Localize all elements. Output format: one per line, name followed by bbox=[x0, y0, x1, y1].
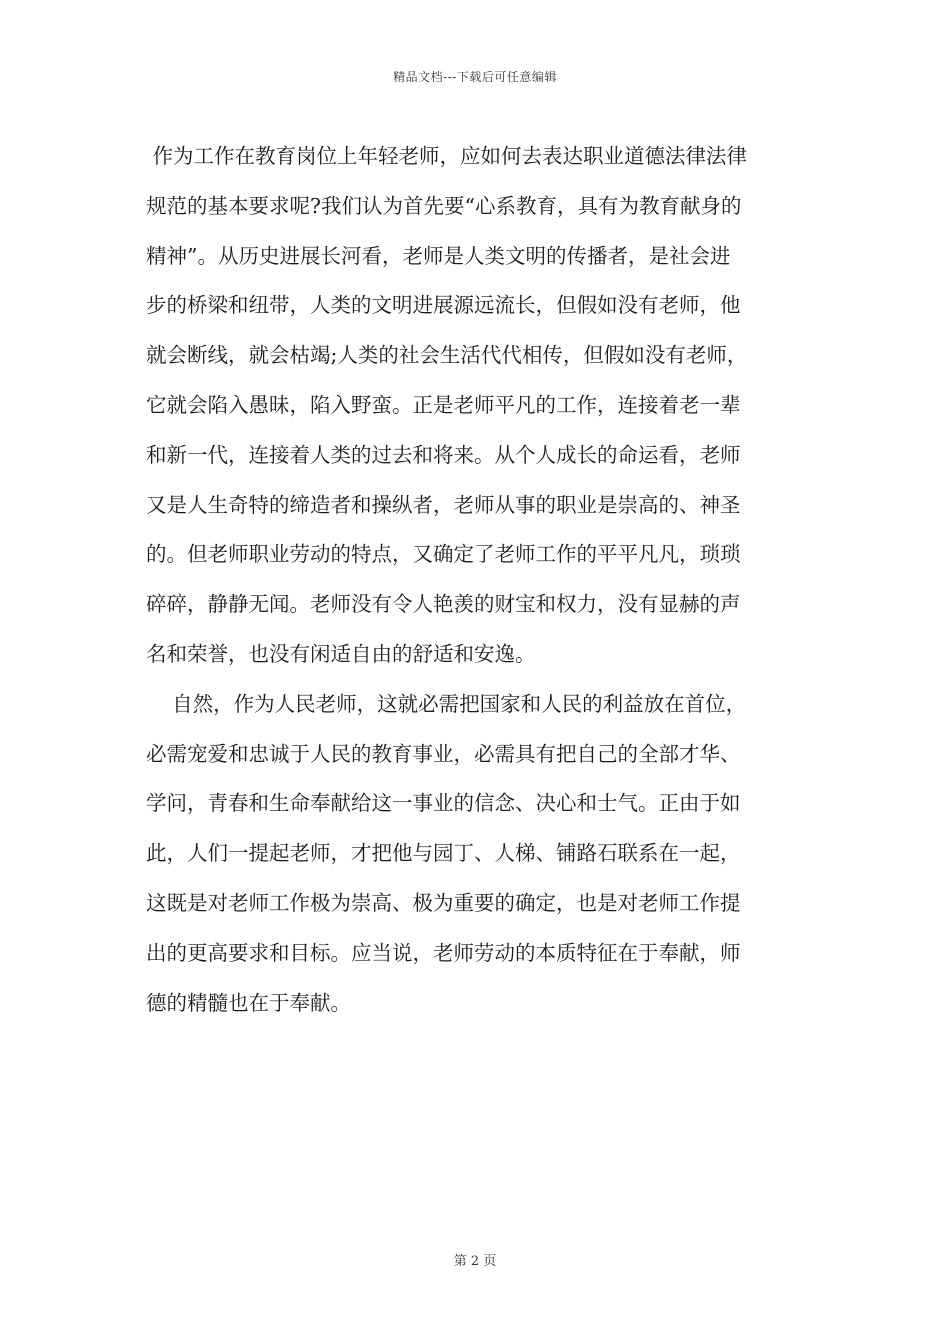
text-line: 步的桥梁和纽带，人类的文明进展源远流长，但假如没有老师，他 bbox=[146, 293, 741, 318]
text-line: 规范的基本要求呢?我们认为首先要“心系教育，具有为教育献身的 bbox=[146, 193, 742, 218]
document-body bbox=[146, 132, 830, 1028]
text-line: 碎碎，静静无闻。老师没有令人艳羡的财宝和权力，没有显赫的声 bbox=[146, 592, 741, 617]
text-line: 名和荣誉，也没有闲适自由的舒适和安逸。 bbox=[146, 641, 536, 666]
text-line: 这既是对老师工作极为崇高、极为重要的确定，也是对老师工作提 bbox=[146, 890, 741, 915]
paragraph-2 bbox=[146, 680, 830, 1029]
text-line: 它就会陷入愚昧，陷入野蛮。正是老师平凡的工作，连接着老一辈 bbox=[146, 392, 741, 417]
text-line: 此，人们一提起老师，才把他与园丁、人梯、铺路石联系在一起， bbox=[146, 841, 741, 866]
text-line: 精神”。从历史进展长河看，老师是人类文明的传播者，是社会进 bbox=[146, 243, 731, 268]
page-header: 精品文档---下载后可任意编辑 bbox=[393, 70, 557, 84]
text-line: 就会断线，就会枯竭;人类的社会生活代代相传，但假如没有老师， bbox=[146, 343, 748, 368]
text-line: 德的精髓也在于奉献。 bbox=[146, 990, 351, 1015]
page-number: 第 2 页 bbox=[453, 1254, 497, 1269]
text-line: 的。但老师职业劳动的特点，又确定了老师工作的平平凡凡，琐琐 bbox=[146, 542, 741, 567]
text-line: 又是人生奇特的缔造者和操纵者，老师从事的职业是崇高的、神圣 bbox=[146, 492, 741, 517]
text-line: 出的更高要求和目标。应当说，老师劳动的本质特征在于奉献，师 bbox=[146, 940, 741, 965]
text-line: 自然，作为人民老师，这就必需把国家和人民的利益放在首位， bbox=[146, 691, 747, 716]
text-line: 学问，青春和生命奉献给这一事业的信念、决心和士气。正由于如 bbox=[146, 791, 741, 816]
text-line: 必需宠爱和忠诚于人民的教育事业，必需具有把自己的全部才华、 bbox=[146, 741, 741, 766]
paragraph-1 bbox=[146, 132, 830, 680]
text-line: 和新一代，连接着人类的过去和将来。从个人成长的命运看，老师 bbox=[146, 442, 741, 467]
text-line: 作为工作在教育岗位上年轻老师，应如何去表达职业道德法律法律 bbox=[146, 144, 748, 168]
